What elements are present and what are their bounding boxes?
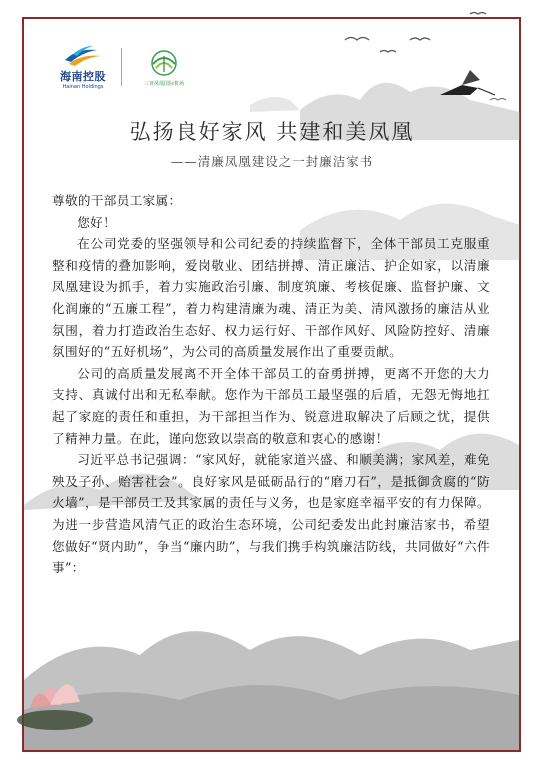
- phoenix-airport-logo-icon: [147, 48, 181, 78]
- page-subtitle: ——清廉凤凰建设之一封廉洁家书: [170, 154, 374, 169]
- sanya-airport-name: 三亚凤凰国际机场: [143, 80, 184, 87]
- greeting: 您好！: [77, 214, 117, 230]
- page-title: 弘扬良好家风 共建和美凤凰: [129, 120, 415, 144]
- sanya-airport-logo: [132, 48, 196, 87]
- paragraph: 公司的高质量发展离不开全体干部员工的奋勇拼搏，更离不开您的大力支持、真诚付出和无私奉献。您作为干部员工最坚强的后盾，无怨无悔地扛起了家庭的责任和重担，为干部担当作为、锐意进取解决了后顾之忧，提供了精神力量。在此，谨向您致以崇高的敬意和衷心的感谢！: [52, 365, 490, 446]
- letter-body: [52, 190, 490, 579]
- paragraph: 在公司党委的坚强领导和公司纪委的持续监督下，全体干部员工克服重整和疫情的叠加影响，爱岗敬业、团结拼搏、清正廉洁、护企如家，以清廉凤凰建设为抓手，着力实施政治引廉、制度筑廉、考核促廉、监督护廉、文化润廉的“五廉工程”，着力构建清廉为魂、清正为美、清风激扬的廉洁从业氛围，着力打造政治生态好、权力运行好、干部作风好、风险防控好、清廉氛围好的“五好机场”，为公司的高质量发展作出了重要贡献。: [52, 236, 490, 360]
- hainan-holdings-logo: [55, 44, 111, 90]
- header-logos: [55, 44, 196, 90]
- paragraph: 习近平总书记强调：“家风好，就能家道兴盛、和顺美满；家风差，难免殃及子孙、贻害社会”。良好家风是砥砺品行的“磨刀石”，是抵御贪腐的“防火墙”，是干部员工及其家属的责任与义务，也是家庭幸福平安的有力保障。为进一步营造风清气正的政治生态环境，公司纪委发出此封廉洁家书，希望您做好“贤内助”，争当“廉内助”，与我们携手构筑廉洁防线，共同做好“六件事”：: [52, 452, 490, 576]
- hainan-holdings-name: 海南控股: [60, 70, 106, 83]
- hainan-holdings-english-name: Hainan Holdings: [62, 84, 104, 90]
- logo-divider: [121, 48, 122, 86]
- salutation: 尊敬的干部员工家属：: [52, 193, 182, 208]
- hainan-holdings-logo-icon: [63, 44, 103, 66]
